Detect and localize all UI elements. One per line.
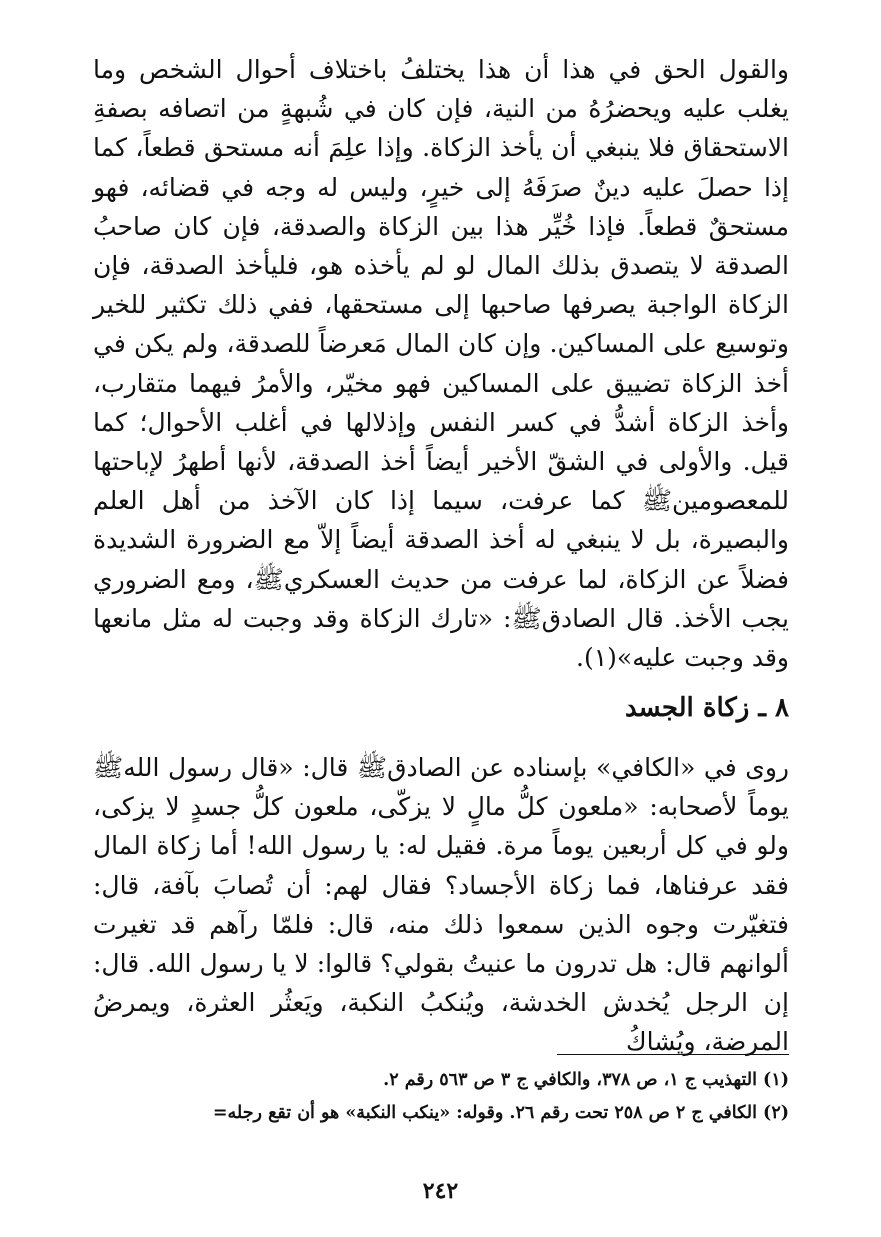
page-number: ٢٤٢ [422, 1178, 459, 1204]
footnote-2: (٢) الكافي ج ٢ ص ٢٥٨ تحت رقم ٢٦. وقوله: «ينكب النكبة» هو أن تقع رجله= [212, 1103, 789, 1123]
paragraph-body-zakat-hadith: روى في «الكافي» بإسناده عن الصادقﷺ قال: «قال رسول اللهﷺ يوماً لأصحابه: «ملعون كلُّ مالٍ لا يزكّى، ملعون كلُّ جسدٍ لا يزكى، ولو في كل أربعين يوماً مرة. فقيل له: يا رسول الله! أما زكاة المال فقد عرفناها، فما زكاة الأجساد؟ فقال لهم: أن تُصابَ بآفة، قال: فتغيّرت وجوه الذين سمعوا ذلك منه، قال: فلمّا رآهم قد تغيرت ألوانهم قال: هل تدرون ما عنيتُ بقولي؟ قالوا: لا يا رسول الله. قال: إن الرجل يُخدش الخدشة، ويُنكبُ النكبة، ويَعثُر العثرة، ويمرضُ المرضة، ويُشاكُ [93, 753, 789, 1057]
footnote-divider [557, 1054, 789, 1055]
footnote-1: (١) التهذيب ج ١، ص ٣٧٨، والكافي ج ٣ ص ٥٦٣ رقم ٢. [383, 1070, 789, 1090]
footnotes [93, 1064, 789, 1130]
section-heading-body-zakat: ٨ ـ زكاة الجسد [625, 693, 789, 723]
paragraph-zakat-vs-sadaqa: والقول الحق في هذا أن هذا يختلفُ باختلاف أحوال الشخص وما يغلب عليه ويحضرُهُ من النية، فإن كان في شُبهةٍ من اتصافه بصفةِ الاستحقاق فلا ينبغي أن يأخذ الزكاة. وإذا علِمَ أنه مستحق قطعاً، كما إذا حصلَ عليه دينٌ صرَفَهُ إلى خيرٍ، وليس له وجه في قضائه، فهو مستحقٌ قطعاً. فإذا خُيِّر هذا بين الزكاة والصدقة، فإن كان صاحبُ الصدقة لا يتصدق بذلك المال لو لم يأخذه هو، فليأخذ الصدقة، فإن الزكاة الواجبة يصرفها صاحبها إلى مستحقها، ففي ذلك تكثير للخير وتوسيع على المساكين. وإن كان المال مَعرضاً للصدقة، ولم يكن في أخذ الزكاة تضييق على المساكين فهو مخيّر، والأمرُ فيهما متقارب، وأخذ الزكاة أشدُّ في كسر النفس وإذلالها في أغلب الأحوال؛ كما قيل. والأولى في الشقّ الأخير أيضاً أخذ الصدقة، لأنها أطهرُ لإباحتها للمعصومينﷺ كما عرفت، سيما إذا كان الآخذ من أهل العلم والبصيرة، بل لا ينبغي له أخذ الصدقة أيضاً إلاّ مع الضرورة الشديدة فضلاً عن الزكاة، لما عرفت من حديث العسكريﷺ، ومع الضروري يجب الأخذ. قال الصادقﷺ: «تارك الزكاة وقد وجبت له مثل مانعها وقد وجبت عليه»(١). [93, 55, 789, 673]
